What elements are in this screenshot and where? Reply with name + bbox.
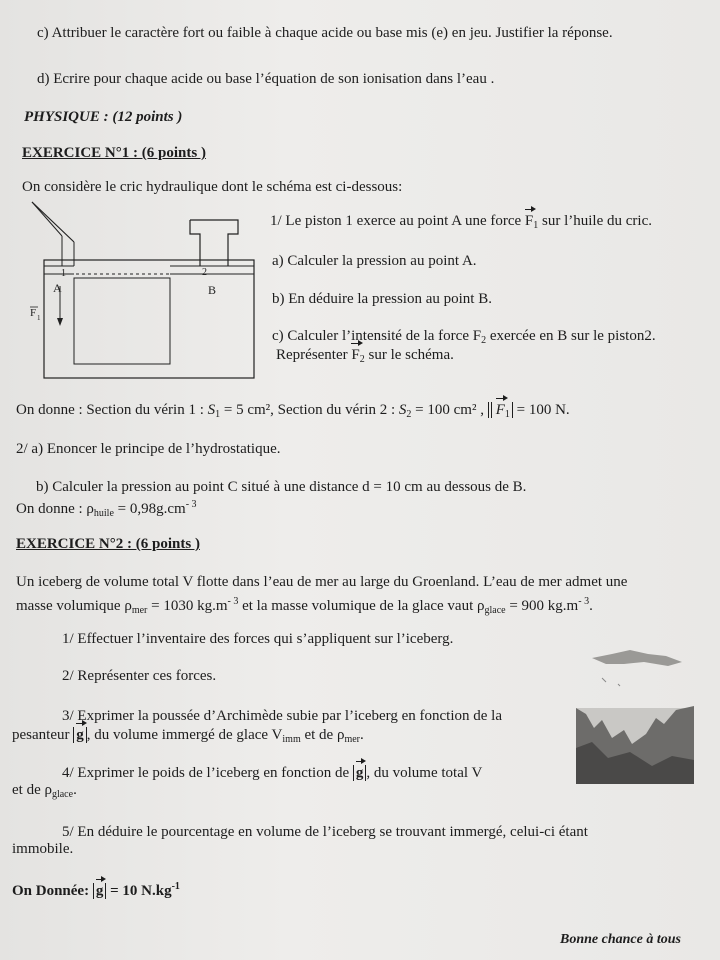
question-c: c) Attribuer le caractère fort ou faible à chaque acide ou base mis (e) en jeu. Justifier la réponse. bbox=[37, 25, 613, 41]
ex2-q5-line1: 5/ En déduire le pourcentage en volume de l’iceberg se trouvant immergé, celui-ci étant bbox=[62, 824, 588, 840]
iceberg-photo bbox=[572, 648, 694, 784]
ex2-q1: 1/ Effectuer l’inventaire des forces qui s’appliquent sur l’iceberg. bbox=[62, 631, 454, 647]
ex1-q1: 1/ Le piston 1 exerce au point A une force $F_1$ sur l’huile du cric. bbox=[270, 213, 652, 231]
ex1-q2a: 2/ a) Enoncer le principe de l’hydrostatique. bbox=[16, 441, 281, 457]
exercise-2-title: EXERCICE N°2 : (6 points ) bbox=[16, 536, 200, 552]
ex2-given: On Donnée: g = 10 $N.kg^{-1}$ bbox=[12, 881, 180, 899]
ex1-q2b: b) Calculer la pression au point C situé à une distance d = 10 cm au dessous de B. bbox=[36, 479, 527, 495]
ex2-q4-line2: et de $\rho_{glace}$. bbox=[12, 782, 77, 800]
exercise-1-title: EXERCICE N°1 : (6 points ) bbox=[22, 145, 206, 161]
label-F1: F bbox=[30, 307, 37, 319]
ex1-qa: a) Calculer la pression au point A. bbox=[272, 253, 477, 269]
ex1-given2: On donne : $\rho_{huile} = 0,98g.cm^{- 3}$ bbox=[16, 499, 197, 519]
label-2: 2 bbox=[202, 267, 207, 278]
label-1: 1 bbox=[61, 268, 66, 279]
ex1-qc: c) Calculer l’intensité de la force $F_2$ exercée en B sur le piston2. bbox=[272, 328, 656, 346]
ex2-q3-line2: pesanteur g , du volume immergé de glace $V_{imm}$ et de $\rho_{mer}$. bbox=[12, 727, 364, 745]
signature: Bonne chance à tous bbox=[560, 932, 681, 947]
question-d: d) Ecrire pour chaque acide ou base l’équation de son ionisation dans l’eau . bbox=[37, 71, 495, 87]
ex2-q5-line2: immobile. bbox=[12, 841, 74, 857]
hydraulic-jack-diagram bbox=[16, 196, 266, 386]
ex2-q2: 2/ Représenter ces forces. bbox=[62, 668, 217, 684]
ex1-qb: b) En déduire la pression au point B. bbox=[272, 291, 492, 307]
label-B: B bbox=[208, 283, 217, 297]
exercise-1-intro: On considère le cric hydraulique dont le schéma est ci-dessous: bbox=[22, 179, 403, 195]
ex2-q3-line1: 3/ Exprimer la poussée d’Archimède subie par l’iceberg en fonction de la bbox=[62, 708, 502, 724]
physique-heading: PHYSIQUE : (12 points ) bbox=[24, 109, 183, 125]
label-A: A bbox=[53, 281, 62, 295]
ex2-q4-line1: 4/ Exprimer le poids de l’iceberg en fonction de g , du volume total V bbox=[62, 765, 483, 781]
ex2-intro-2: masse volumique $\rho_{mer} = 1030$ $kg.m^{- 3}$ et la masse volumique de la glace vaut $\rho_{glace} = 900$ $kg.m^{- 3}$. bbox=[16, 596, 593, 616]
ex2-intro-1: Un iceberg de volume total V flotte dans l’eau de mer au large du Groenland. L’eau de mer admet une bbox=[16, 574, 628, 590]
ex1-given: On donne : Section du vérin 1 : $S_1 = 5$ cm², Section du vérin 2 : $S_2 = 100$ cm² , $F_1 = 100$ N. bbox=[16, 402, 570, 420]
label-F1-sub: 1 bbox=[37, 314, 41, 322]
ex1-qc-line2: Représenter $F_2$ sur le schéma. bbox=[276, 347, 454, 365]
